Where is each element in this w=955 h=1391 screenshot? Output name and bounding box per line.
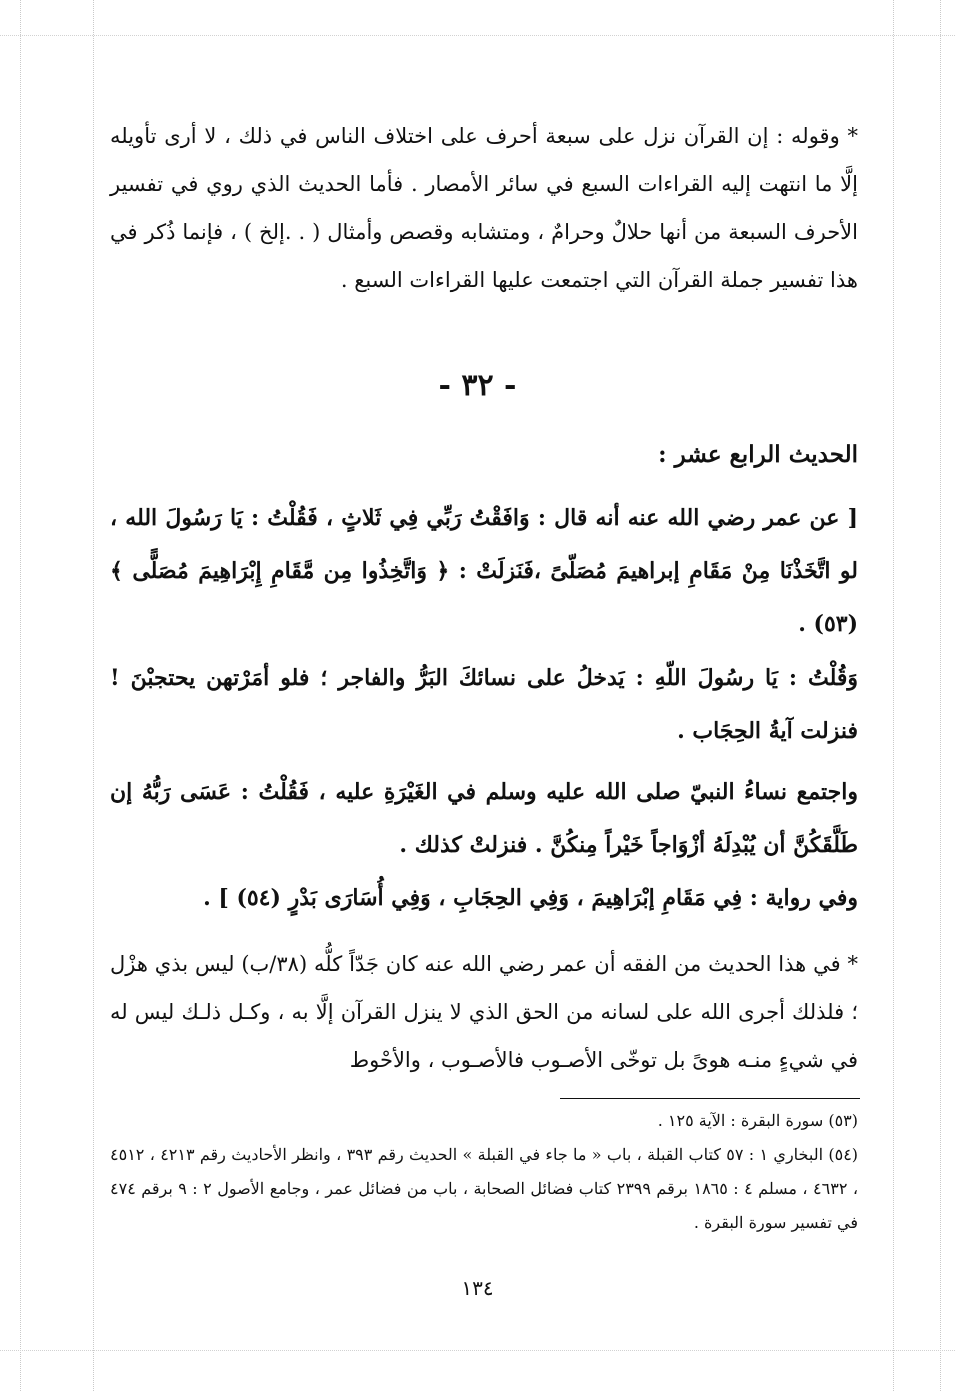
scan-artifact-line [0,35,955,36]
scan-artifact-line [20,0,21,1391]
commentary-paragraph: * في هذا الحديث من الفقه أن عمر رضي الله عنه كان جَدّاً كلُّه (٣٨/ب) ليس بذي هزْل ؛ فلذلك أجرى الله على لسانه من الحق الذي لا ينزل القرآن إلَّا به ، وكـل ذلـك ليس له في شيءٍ منـه هوىً بل توخّى الأصـوب فالأصـوب ، والأحْوط [110,952,859,1072]
hadith-paragraph: وَقُلْتُ : يَا رسُولَ اللّهِ : يَدخلُ على نسائكَ البَرُّ والفاجر ؛ فلو أمَرْتهن يحتجبْنَ ! فنزلت آيةُ الحِجَاب . [110,665,858,744]
scan-artifact-line [0,1350,955,1351]
footnote: (٥٣) سورة البقرة : الآية ١٢٥ . [657,1111,858,1130]
hadith-paragraph: واجتمع نساءُ النبيّ صلى الله عليه وسلم في الغَيْرَةِ عليه ، فَقُلْتُ : عَسَى رَبُّهُ إن طَلَّقَكُنَّ أن يُبْدِلَهُ أزْوَاجاً خَيْراً مِنكُنَّ . فنزلتْ كذلك . [110,779,858,858]
hadith-paragraph: [ عن عمر رضي الله عنه أنه قال : وَافَقْتُ رَبِّي فِي ثَلاثٍ ، فَقُلْتُ : يَا رَسُولَ الله ، لو اتَّخَذْنَا مِنْ مَقَامِ إبراهيمَ مُصَلّىً ،فَنَزلَتْ : ﴿ وَاتَّخِذُوا مِن مَّقَامِ إِبْرَاهِيمَ مُصَلًّى ﴾ (٥٣) . [110,505,858,637]
intro-paragraph: * وقوله : إن القرآن نزل على سبعة أحرف على اختلاف الناس في ذلك ، لا أرى تأويله إلَّا ما انتهت إليه القراءات السبع في سائر الأمصار . فأما الحديث الذي روي في تفسير الأحرف السبعة من أنها حلالٌ وحرامٌ ، ومتشابه وقصص وأمثال ( . .إلخ ) ، فإنما ذُكر في هذا تفسير جملة القرآن التي اجتمعت عليها القراءات السبع . [110,124,858,292]
page-number: ١٣٤ [461,1276,494,1300]
footnote-separator [560,1098,860,1099]
footnote: (٥٤) البخاري ١ : ٥٧ كتاب القبلة ، باب « ما جاء في القبلة » الحديث رقم ٣٩٣ ، وانظر الأحاديث رقم ٤٢١٣ ، ٤٥١٢ ، ٤٦٣٢ ، مسلم ٤ : ١٨٦٥ برقم ٢٣٩٩ كتاب فضائل الصحابة ، باب من فضائل عمر ، وجامع الأصول ٢ : ٩ برقم ٤٧٤ في تفسير سورة البقرة . [110,1145,859,1232]
hadith-heading: الحديث الرابع عشر : [658,441,858,468]
section-number: - ٣٢ - [438,368,517,403]
scan-artifact-line [893,0,894,1391]
scan-artifact-line [940,0,941,1391]
hadith-paragraph: وفي رواية : فِي مَقَامِ إبْرَاهِيمَ ، وَفِي الحِجَابِ ، وَفِي أُسَارَى بَدْرٍ (٥٤) ] . [203,885,858,911]
scan-artifact-line [93,0,94,1391]
